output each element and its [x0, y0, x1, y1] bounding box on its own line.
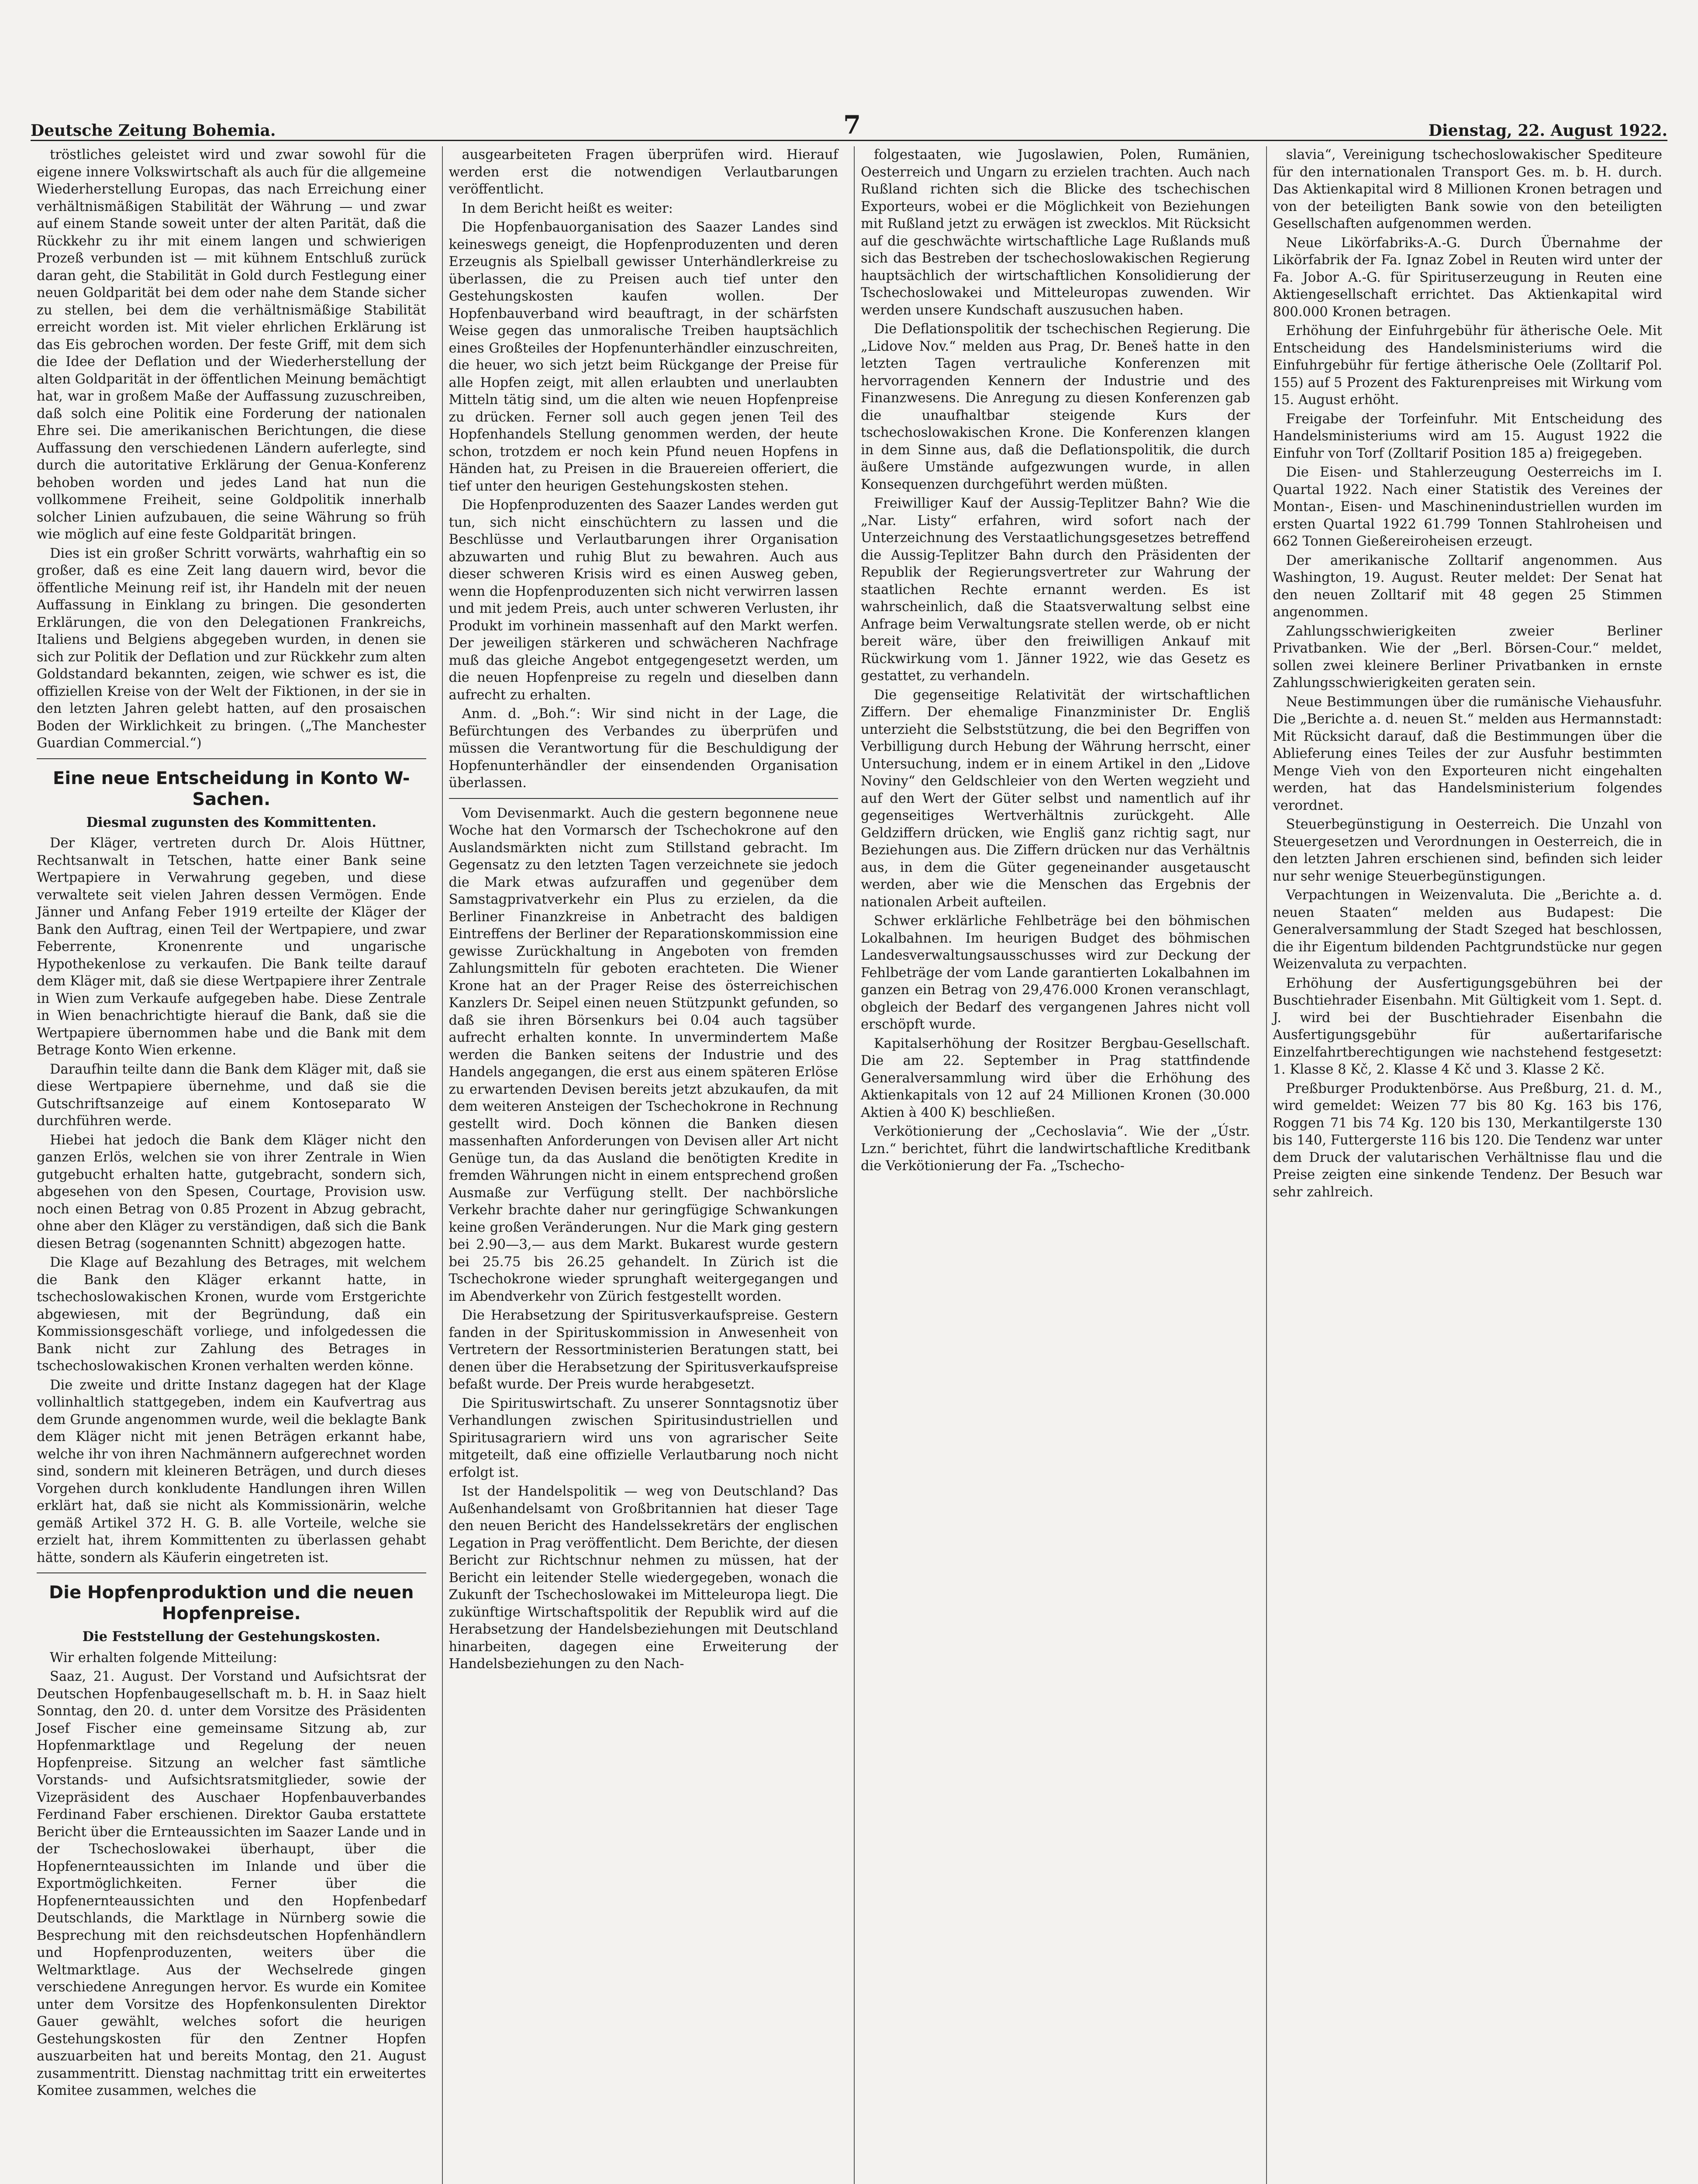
paragraph: Der Kläger, vertreten durch Dr. Alois Hüttner, Rechtsanwalt in Tetschen, hatte einer Bank seine Wertpapiere in Verwahrung gegeben, und diese verwaltete seit vielen Jahren dessen Vermögen. Ende Jänner und Anfang Feber 1919 erteilte der Kläger der Bank den Auftrag, einen Teil der Wertpapiere, und zwar Feberrente, Kronenrente und ungarische Hypothekenlose zu verkaufen. Die Bank teilte darauf dem Kläger mit, daß sie diese Wertpapiere ihrer Zentrale in Wien zum Verkaufe aufgegeben habe. Diese Zentrale in Wien benachrichtigte hierauf die Bank, daß sie die Wertpapiere übernommen habe und die Bank mit dem Betrage Konto Wien erkenne. [37, 836, 426, 1058]
paragraph: folgestaaten, wie Jugoslawien, Polen, Rumänien, Oesterreich und Ungarn zu erzielen trachten. Auch nach Rußland richten sich die Blicke des tschechischen Exporteurs, wobei er die Möglichkeit von Beziehungen mit Rußland jetzt zu erwägen ist zwecklos. Mit Rücksicht auf die geschwächte wirtschaftliche Lage Rußlands muß sich das Bestreben der tschechoslowakischen Regierung hauptsächlich der wirtschaftlichen Konsolidierung der Tschechoslowakei und Mitteleuropas zuwenden. Wir werden unsere Kundschaft auszusuchen haben. [861, 147, 1250, 318]
paragraph: Saaz, 21. August. Der Vorstand und Aufsichtsrat der Deutschen Hopfenbaugesellschaft m. b. H. in Saaz hielt Sonntag, den 20. d. unter dem Vorsitze des Präsidenten Josef Fischer eine gemeinsame Sitzung ab, zur Hopfenmarktlage und Regelung der neuen Hopfenpreise. Sitzung an welcher fast sämtliche Vorstands- und Aufsichtsratsmitglieder, sowie der Vizepräsident des Auschaer Hopfenbauverbandes Ferdinand Faber erschienen. Direktor Gauba erstattete Bericht über die Ernteaussichten im Saazer Lande und in der Tschechoslowakei überhaupt, über die Hopfenernteaussichten im Inlande und über die Exportmöglichkeiten. Ferner über die Hopfenernteaussichten und den Hopfenbedarf Deutschlands, die Marktlage in Nürnberg sowie die Besprechung mit den reichsdeutschen Hopfenhändlern und Hopfenproduzenten, weiters über die Weltmarktlage. Aus der Wechselrede gingen verschiedene Anregungen hervor. Es wurde ein Komitee unter dem Vorsitze des Hopfenkonsulenten Direktor Gauer gewählt, welches sofort die heurigen Gestehungskosten für den Zentner Hopfen auszuarbeiten hat und bereits Montag, den 21. August zusammentritt. Dienstag nachmittag tritt ein erweitertes Komitee zusammen, welches die [37, 1669, 426, 2098]
subheadline-konto-w: Diesmal zugunsten des Kommittenten. [86, 814, 376, 830]
paragraph: Vom Devisenmarkt. Auch die gestern begonnene neue Woche hat den Vormarsch der Tschechokrone auf den Auslandsmärkten nicht zum Stillstand gebracht. Im Gegensatz zu den letzten Tagen verzeichnete sie jedoch die Mark etwas aufzuraffen und gegenüber dem Samstagprivatverkehr ein Plus zu erzielen, da die Berliner Finanzkreise in Anbetracht des baldigen Eintreffens der Berliner der Reparationskommission eine gewisse Zurückhaltung in Angeboten von fremden Zahlungsmitteln für geboten erachteten. Die Wiener Krone hat an der Prager Reise des österreichischen Kanzlers Dr. Seipel einen neuen Stützpunkt gefunden, so daß sie ihren Börsenkurs bei 0.04 auch tagsüber aufrecht erhalten konnte. In unvermindertem Maße werden die Banken seitens der Industrie und des Handels angegangen, die erst aus einem späteren Erlöse zu erwartenden Devisen bereits jetzt abzukaufen, da mit dem weiteren Ansteigen der Tschechokrone in Rechnung gestellt wird. Doch können die Banken diesen massenhaften Anforderungen von Devisen aller Art nicht Genüge tun, da das Ausland die benötigten Kredite in fremden Währungen nicht in einem entsprechend großen Ausmaße zur Verfügung stellt. Der nachbörsliche Verkehr brachte daher nur geringfügige Schwankungen keine großen Veränderungen. Nur die Mark ging gestern bei 2.90—3,— aus dem Markt. Bukarest wurde gestern bei 25.75 bis 26.25 gehandelt. In Zürich ist die Tschechokrone wieder sprunghaft weitergegangen und im Abendverkehr von Zürich festgestellt worden. [449, 805, 838, 1304]
paragraph: Die zweite und dritte Instanz dagegen hat der Klage vollinhaltlich stattgegeben, indem ein Kaufvertrag aus dem Grunde angenommen wurde, weil die beklagte Bank dem Kläger nicht mit jenen Beträgen erkannt habe, welche ihr von ihren Nachmännern aufgerechnet worden sind, sondern mit kleineren Beträgen, und durch dieses Vorgehen durch konkludente Handlungen ihren Willen erklärt hat, daß sie nicht als Kommissionärin, welche gemäß Artikel 372 H. G. B. alle Vorteile, welche sie erzielt hat, ihrem Kommittenten zu überlassen gehabt hätte, sondern als Käuferin eingetreten ist. [37, 1377, 426, 1565]
divider [37, 758, 426, 759]
paragraph: In dem Bericht heißt es weiter: [462, 200, 673, 216]
paragraph: Die Hopfenbauorganisation des Saazer Landes sind keineswegs geneigt, die Hopfenproduzenten und deren Erzeugnis als Spielball gewisser Unterhändlerkreise zu überlassen, die zu Preisen auch tief unter den Gestehungskosten kaufen wollen. Der Hopfenbauverband wird beauftragt, in der schärfsten Weise gegen das unmoralische Treiben hauptsächlich eines Großteiles der Hopfenunterhändler einzuschreiten, die heuer, wo sich jetzt beim Rückgange der Preise für alle Hopfen zeigt, mit allen erlaubten und unerlaubten Mitteln tätig sind, um die alten wie neuen Hopfenpreise zu drücken. Ferner soll auch gegen jenen Teil des Hopfenhandels Stellung genommen werden, der heute schon, trotzdem er noch kein Pfund neuen Hopfens in Händen hat, zu Preisen in die Brauereien offeriert, die tief unter den heurigen Gestehungskosten stehen. [449, 220, 838, 494]
paragraph: Preßburger Produktenbörse. Aus Preßburg, 21. d. M., wird gemeldet: Weizen 77 bis 80 Kg. 163 bis 176, Roggen 71 bis 74 Kg. 120 bis 130, Merkantilgerste 130 bis 140, Futtergerste 116 bis 120. Die Tendenz war unter dem Druck der valutarischen Verhältnisse flau und die Preise zeigten eine sinkende Tendenz. Der Besuch war sehr zahlreich. [1273, 1081, 1662, 1200]
divider [449, 798, 839, 799]
column-2-notes [449, 805, 839, 1673]
paragraph: Verpachtungen in Weizenvaluta. Die „Berichte a. d. neuen Staaten“ melden aus Budapest: Die Generalversammlung der Stadt Szeged hat beschlossen, die ihr Eigentum bildenden Pachtgrundstücke nur gegen Weizenvaluta zu verpachten. [1273, 888, 1662, 972]
paragraph: ausgearbeiteten Fragen überprüfen wird. Hierauf werden erst die notwendigen Verlautbarungen veröffentlicht. [449, 147, 838, 197]
article-konto-w [37, 835, 426, 1566]
column-1-text [37, 146, 426, 752]
divider [37, 1572, 426, 1573]
issue-date: Dienstag, 22. August 1922. [1428, 121, 1667, 140]
paragraph: Ist der Handelspolitik — weg von Deutschland? Das Außenhandelsamt von Großbritannien hat dieser Tage den neuen Bericht des Handelssekretärs der englischen Legation in Prag veröffentlicht. Dem Berichte, der diesen Bericht zur Richtschnur nehmen zu müssen, hat der Bericht ein leitender Stelle wiedergegeben, wonach die Zukunft der Tschechoslowakei im Mitteleuropa liegt. Die zukünftige Wirtschaftspolitik der Republik wird auf die Herabsetzung der Handelsbeziehungen mit Deutschland hinarbeiten, dagegen eine Erweiterung der Handelsbeziehungen zu den Nach- [449, 1484, 838, 1672]
paragraph: Die Eisen- und Stahlerzeugung Oesterreichs im I. Quartal 1922. Nach einer Statistik des Vereines der Montan-, Eisen- und Maschinenindustriellen wurden im ersten Quartal 1922 61.799 Tonnen Stahlroheisen und 662 Tonnen Gießereiroheisen erzeugt. [1273, 465, 1662, 549]
paragraph: Zahlungsschwierigkeiten zweier Berliner Privatbanken. Wie der „Berl. Börsen-Cour.“ meldet, sollen zwei kleinere Berliner Privatbanken in ernste Zahlungsschwierigkeiten geraten sein. [1273, 623, 1662, 691]
paragraph: tröstliches geleistet wird und zwar sowohl für die eigene innere Volkswirtschaft als auch für die allgemeine Wiederherstellung Europas, das nach Erreichung einer verhältnismäßigen Stabilität der Währung — und zwar auf einem Stande soweit unter der alten Parität, daß die Rückkehr zu ihr mit einem langen und schwierigen Prozeß verbunden ist — mit kühnem Entschluß zurück daran geht, die Stabilität in Gold durch Festlegung einer neuen Goldparität bei dem oder nahe dem Stande sicher zu stellen, bei dem die verhältnismäßige Stabilität erreicht worden ist. Mit vieler ehrlichen Erklärung ist das Eis gebrochen worden. Der feste Griff, mit dem sich die Idee der Deflation und der Wiederherstellung der alten Goldparität in der öffentlichen Meinung bemächtigt hat, war in großem Maße der Auffassung zuzuschreiben, daß solch eine Politik eine Forderung der nationalen Ehre sei. Die amerikanischen Berichtungen, die diese Auffassung den verschiedenen Ländern auferlegte, sind durch die autoritative Erklärung der Genua-Konferenz behoben worden und jedes Land hat nun die vollkommene Freiheit, seine Goldpolitik innerhalb solcher Linien aufzubauen, die seine Währung so früh wie möglich auf eine feste Goldparität bringen. [37, 147, 426, 542]
subheadline-hopfen: Die Feststellung der Gestehungskosten. [82, 1629, 380, 1645]
paragraph: Schwer erklärliche Fehlbeträge bei den böhmischen Lokalbahnen. Im heurigen Budget des böhmischen Landesverwaltungsausschusses wird zur Deckung der Fehlbeträge der vom Lande garantierten Lokalbahnen im ganzen ein Betrag von 29,476.000 Kronen veranschlagt, obgleich der Bedarf des vergangenen Jahres nicht voll erschöpft wurde. [861, 913, 1250, 1032]
article-hopfen [37, 1649, 426, 2100]
headline-konto-w: Eine neue Entscheidung in Konto W-Sachen. [53, 768, 410, 809]
paragraph: Freigabe der Torfeinfuhr. Mit Entscheidung des Handelsministeriums wird am 15. August 1922 die Einfuhr von Torf (Zolltarif Position 185 a) freigegeben. [1273, 411, 1662, 461]
paragraph: Daraufhin teilte dann die Bank dem Kläger mit, daß sie diese Wertpapiere übernehme, und daß sie die Gutschriftsanzeige auf einem Kontoseparato W durchführen werde. [37, 1061, 426, 1129]
paragraph: Die Spirituswirtschaft. Zu unserer Sonntagsnotiz über Verhandlungen zwischen Spiritusindustriellen und Spiritusagrariern wird uns von agrarischer Seite mitgeteilt, daß eine offizielle Verlautbarung noch nicht erfolgt ist. [449, 1396, 838, 1480]
paragraph: Die Herabsetzung der Spiritusverkaufspreise. Gestern fanden in der Spirituskommission in Anwesenheit von Vertretern der Ressortministerien Beratungen statt, bei denen über die Herabsetzung der Spiritusverkaufspreise befaßt wurde. Der Preis wurde herabgesetzt. [449, 1308, 838, 1392]
column-1 [31, 146, 432, 2184]
paragraph: Dies ist ein großer Schritt vorwärts, wahrhaftig ein so großer, daß es eine Zeit lang dauern wird, bevor die öffentliche Meinung reif ist, ihr Handeln mit der neuen Auffassung in Einklang zu bringen. Die gesonderten Erklärungen, die von den Delegationen Frankreichs, Italiens und Belgiens abgegeben wurden, in denen sie sich zur Politik der Deflation und zur Rückkehr zum alten Goldstandard bekannten, zeigen, wie schwer es ist, die offiziellen Kreise von der Welt der Fiktionen, in der sie in den letzten Jahren gelebt hatten, auf den prosaischen Boden der Wirklichkeit zu bringen. („The Manchester Guardian Commercial.“) [37, 546, 426, 751]
paragraph: Der amerikanische Zolltarif angenommen. Aus Washington, 19. August. Reuter meldet: Der Senat hat den neuen Zolltarif mit 48 gegen 25 Stimmen angenommen. [1273, 553, 1662, 620]
paragraph: slavia“, Vereinigung tschechoslowakischer Spediteure für den internationalen Transport Ges. m. b. H. durch. Das Aktienkapital wird 8 Millionen Kronen betragen und von der beteiligten Bank sowie von den beteiligten Gesellschaften aufgenommen werden. [1273, 147, 1662, 232]
paragraph: Steuerbegünstigung in Oesterreich. Die Unzahl von Steuergesetzen und Verordnungen in Oesterreich, die in den letzten Jahren erschienen sind, befinden sich leider nur sehr wenige Steuerbegünstigungen. [1273, 817, 1662, 884]
column-3-text [861, 146, 1250, 1175]
paragraph: Hiebei hat jedoch die Bank dem Kläger nicht den ganzen Erlös, welchen sie von ihrer Zentrale in Wien gutgebucht erhalten hatte, gutgebracht, sondern sich, abgesehen von den Spesen, Courtage, Provision usw. noch einen Betrag von 0.85 Prozent in Abzug gebracht, ohne aber den Kläger zu verständigen, daß sich die Bank diesen Betrag (sogenannten Schnitt) abgezogen hatte. [37, 1132, 426, 1251]
column-3 [854, 146, 1256, 2184]
paragraph: Wir erhalten folgende Mitteilung: [50, 1650, 277, 1666]
paragraph: Neue Likörfabriks-A.-G. Durch Übernahme der Likörfabrik der Fa. Ignaz Zobel in Reuten wird unter der Fa. Jobor A.-G. für Spirituserzeugung in Reuten eine Aktiengesellschaft errichtet. Das Aktienkapital wird 800.000 Kronen betragen. [1273, 235, 1662, 320]
paragraph: Die Deflationspolitik der tschechischen Regierung. Die „Lidove Nov.“ melden aus Prag, Dr. Beneš hatte in den letzten Tagen vertrauliche Konferenzen mit hervorragenden Kennern der Industrie und des Finanzwesens. Die Anregung zu diesen Konferenzen gab die unaufhaltbar steigende Kurs der tschechoslowakischen Krone. Die Konferenzen klangen in dem Sinne aus, daß die Deflationspolitik, die durch äußere Umstände aufgezwungen wurde, in allen Konsequenzen durchgeführt werden müßten. [861, 321, 1250, 492]
headline-hopfen: Die Hopfenproduktion und die neuen Hopfenpreise. [49, 1583, 414, 1624]
paragraph: Verkötionierung der „Cechoslavia“. Wie der „Ústr. Lzn.“ berichtet, führt die landwirtschaftliche Kreditbank die Verkötionierung der Fa. „Tschecho- [861, 1124, 1250, 1174]
paragraph: Die Klage auf Bezahlung des Betrages, mit welchem die Bank den Kläger erkannt hatte, in tschechoslowakischen Kronen, wurde vom Erstgerichte abgewiesen, mit der Begründung, daß ein Kommissionsgeschäft vorliege, und infolgedessen die Bank nicht zur Zahlung des Betrages in tschechoslowakischen Kronen verhalten werden könne. [37, 1255, 426, 1374]
paragraph: Kapitalserhöhung der Rositzer Bergbau-Gesellschaft. Die am 22. September in Prag stattfindende Generalversammlung wird über die Erhöhung des Aktienkapitals von 12 auf 24 Millionen Kronen (30.000 Aktien à 400 K) beschließen. [861, 1036, 1250, 1120]
page-number: 7 [843, 110, 861, 140]
paragraph: Erhöhung der Einfuhrgebühr für ätherische Oele. Mit Entscheidung des Handelsministeriums wird die Einfuhrgebühr für fertige ätherische Oele (Zolltarif Pol. 155) auf 5 Prozent des Fakturenpreises mit Wirkung vom 15. August erhöht. [1273, 323, 1662, 408]
column-2-text [449, 146, 839, 792]
paragraph: Freiwilliger Kauf der Aussig-Teplitzer Bahn? Wie die „Nar. Listy“ erfahren, wird sofort nach der Unterzeichnung des Verstaatlichungsgesetzes betreffend die Aussig-Teplitzer Bahn durch den Präsidenten der Republik der Regierungsvertreter zur Wahrung der staatlichen Rechte ernannt werden. Es ist wahrscheinlich, daß die Staatsverwaltung selbst eine Anfrage beim Verwaltungsrate stellen werde, ob er nicht bereit wäre, über den freiwilligen Ankauf mit Rückwirkung vom 1. Jänner 1922, wie das Gesetz es gestattet, zu verhandeln. [861, 496, 1250, 684]
column-2 [442, 146, 845, 2184]
newspaper-name: Deutsche Zeitung Bohemia. [31, 121, 276, 140]
column-4-text [1273, 146, 1663, 1201]
paragraph: Die gegenseitige Relativität der wirtschaftlichen Ziffern. Der ehemalige Finanzminister Dr. Engliš unterzieht die Selbststützung, die bei den Begriffen von Verbilligung durch Hebung der Währung herrscht, einer Untersuchung, indem er in einem Artikel in den „Lidove Noviny“ den Geldschleier von den Werten wegzieht und auf den Wert der Güter selbst und namentlich auf ihr gegenseitiges Wertverhältnis zurückgeht. Alle Geldziffern drücken, wie Engliš ganz richtig sagt, nur Beziehungen aus. Die Ziffern drücken nur das Verhältnis aus, in dem die Güter gegeneinander ausgetauscht werden, aber wie die Menschen das Ergebnis der nationalen Arbeit aufteilen. [861, 687, 1250, 910]
paragraph: Anm. d. „Boh.“: Wir sind nicht in der Lage, die Befürchtungen des Verbandes zu überprüfen und müssen die Verantwortung für die Beschuldigung der Hopfenunterhändler der einsendenden Organisation überlassen. [449, 706, 838, 791]
paragraph: Neue Bestimmungen über die rumänische Viehausfuhr. Die „Berichte a. d. neuen St.“ melden aus Hermannstadt: Mit Rücksicht darauf, daß die Bestimmungen über die Ablieferung eines Teiles der zur Ausfuhr bestimmten Menge Vieh von den Exporteuren nicht eingehalten werden, hat das Handelsministerium folgendes verordnet. [1273, 694, 1662, 813]
paragraph: Erhöhung der Ausfertigungsgebühren bei der Buschtiehrader Eisenbahn. Mit Gültigkeit vom 1. Sept. d. J. wird bei der Buschtiehrader Eisenbahn die Ausfertigungsgebühr für außertarifarische Einzelfahrtberechtigungen wie nachstehend festgesetzt: 1. Klasse 8 Kč, 2. Klasse 4 Kč und 3. Klasse 2 Kč. [1273, 975, 1662, 1077]
column-4 [1266, 146, 1669, 2184]
paragraph: Die Hopfenproduzenten des Saazer Landes werden gut tun, sich nicht einschüchtern zu lassen und die Beschlüsse und Verlautbarungen ihrer Organisation abzuwarten und ruhig Blut zu bewahren. Auch aus dieser schweren Krisis wird es einen Ausweg geben, wenn die Hopfenproduzenten sich nicht verwirren lassen und mit jedem Preis, auch unter schweren Verlusten, ihr Produkt im vorhinein massenhaft auf den Markt werfen. Der jeweiligen stärkeren und schwächeren Nachfrage muß das gleiche Angebot entgegengesetzt werden, um die neuen Hopfenpreise zu regeln und dieselben dann aufrecht zu erhalten. [449, 498, 838, 703]
page-header [31, 105, 1667, 141]
